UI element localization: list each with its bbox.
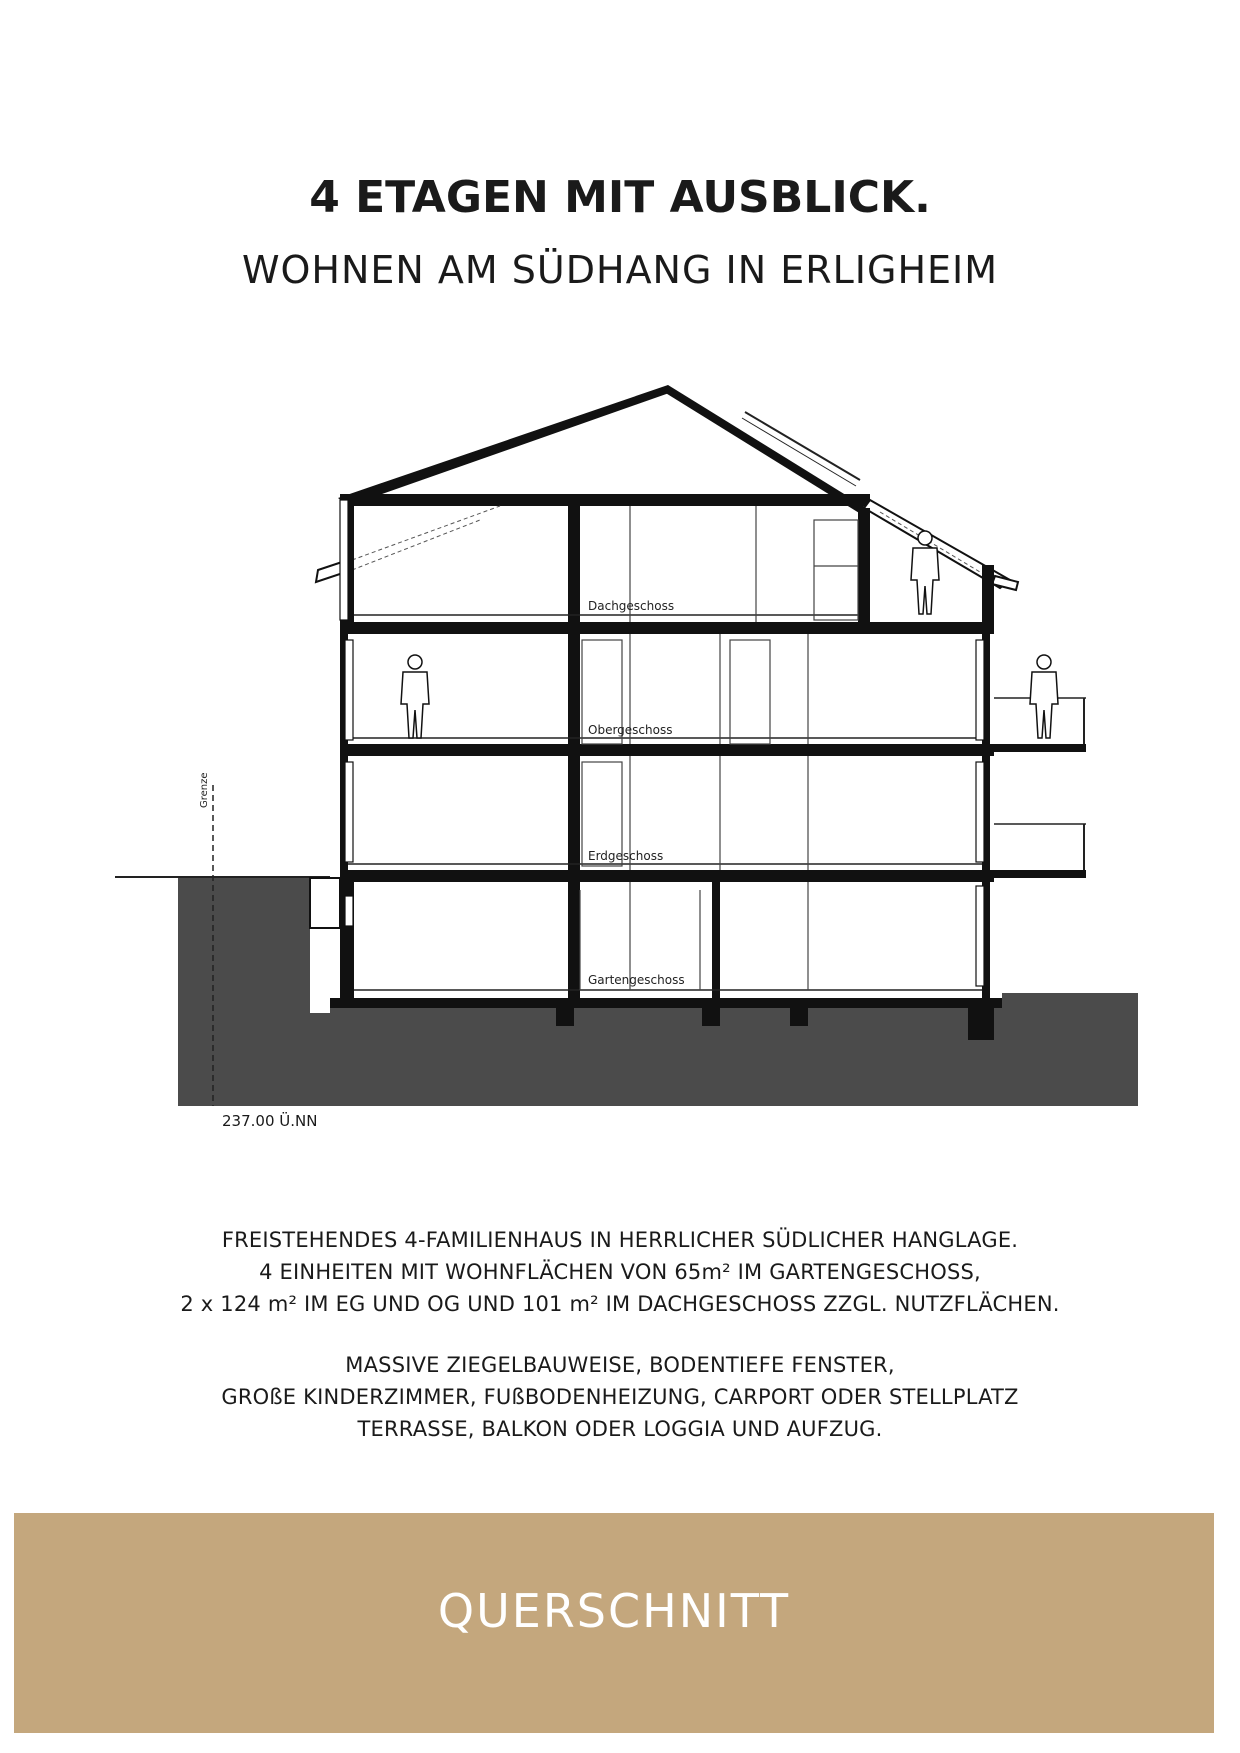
description-line: FREISTEHENDES 4-FAMILIENHAUS IN HERRLICHER SÜDLICHER HANGLAGE. [221, 1228, 1019, 1252]
footer-banner [14, 1513, 1214, 1733]
cross-section-drawing [0, 360, 1240, 1140]
footing-2 [702, 1008, 720, 1026]
floor-label-gartengeschoss: Gartengeschoss [588, 973, 685, 987]
description-line: MASSIVE ZIEGELBAUWEISE, BODENTIEFE FENSTER, [345, 1353, 895, 1377]
page-subtitle: WOHNEN AM SÜDHANG IN ERLIGHEIM [241, 248, 999, 292]
balcony-eg [990, 870, 1086, 878]
page-title: 4 ETAGEN MIT AUSBLICK. [309, 172, 931, 223]
footing-4 [968, 1000, 994, 1040]
foundation-slab [330, 998, 1002, 1008]
roof-light-left2 [352, 520, 480, 570]
description-line: 2 x 124 m² IM EG UND OG UND 101 m² IM DACHGESCHOSS ZZGL. NUTZFLÄCHEN. [180, 1292, 1060, 1316]
floor-label-dachgeschoss: Dachgeschoss [588, 599, 675, 613]
banner-label: QUERSCHNITT [437, 1584, 791, 1638]
solar-panel-line2 [742, 418, 856, 486]
description-line: TERRASSE, BALKON ODER LOGGIA UND AUFZUG. [357, 1417, 883, 1441]
floor-label-obergeschoss: Obergeschoss [588, 723, 673, 737]
description-line: 4 EINHEITEN MIT WOHNFLÄCHEN VON 65m² IM GARTENGESCHOSS, [259, 1260, 981, 1284]
description-block-2 [0, 1349, 1240, 1445]
elevation-label: 237.00 Ü.NN [222, 1112, 318, 1130]
boundary-label: Grenze [199, 772, 210, 808]
wall-right-dg [858, 508, 870, 626]
footing-1 [556, 1008, 574, 1026]
roof-left [338, 385, 672, 506]
wall-right-dg2 [982, 565, 994, 629]
eave-right [992, 576, 1018, 590]
description-block-1 [0, 1224, 1240, 1320]
description-line: GROßE KINDERZIMMER, FUßBODENHEIZUNG, CARPORT ODER STELLPLATZ [221, 1385, 1019, 1409]
wall-interior-2 [712, 880, 720, 1000]
floor-label-erdgeschoss: Erdgeschoss [588, 849, 664, 863]
balcony-og [990, 744, 1086, 752]
footing-3 [790, 1008, 808, 1026]
slab-dachgeschoss [340, 622, 994, 634]
lightwell [310, 878, 340, 928]
roof-light-left [352, 506, 500, 560]
attic-floor [340, 494, 870, 506]
slab-erdgeschoss [340, 870, 994, 882]
slab-obergeschoss [340, 744, 994, 756]
